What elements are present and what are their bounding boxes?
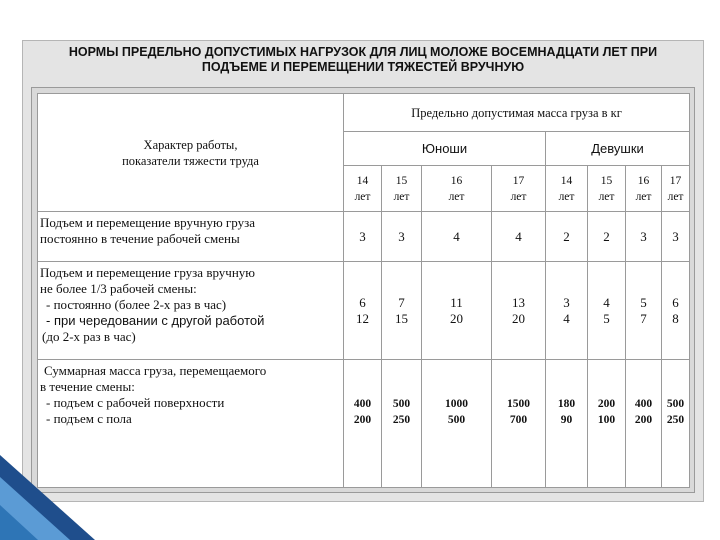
value-line: 13 xyxy=(512,294,525,310)
value-line: 6 xyxy=(359,294,366,310)
value-cell xyxy=(588,262,626,360)
age-number: 15 xyxy=(395,174,408,187)
value-line: 200 xyxy=(353,414,372,426)
value-line: 400 xyxy=(634,398,653,410)
value-cell xyxy=(492,262,546,360)
age-header xyxy=(626,166,662,212)
value-cell: 4 xyxy=(492,212,546,262)
description-line: - при чередовании с другой работой xyxy=(46,313,265,328)
value-line: 4 xyxy=(603,294,610,310)
age-unit: лет xyxy=(448,190,465,203)
value-line: 15 xyxy=(395,310,408,326)
max-mass-header: Предельно допустимая масса груза в кг xyxy=(344,94,690,132)
age-header xyxy=(492,166,546,212)
value-cell: 3 xyxy=(626,212,662,262)
value-line: 500 xyxy=(666,398,685,410)
page-title xyxy=(23,45,703,75)
description-line: Подъем и перемещение груза вручную xyxy=(40,265,256,280)
value-line: 5 xyxy=(603,310,610,326)
value-line: 8 xyxy=(672,310,679,326)
value-cell xyxy=(546,360,588,488)
value-line: 400 xyxy=(353,398,372,410)
value-cell xyxy=(546,262,588,360)
value-line: 3 xyxy=(563,294,570,310)
value-cell xyxy=(422,262,492,360)
table-row xyxy=(38,262,690,360)
value-cell xyxy=(422,360,492,488)
description-line: постоянно в течение рабочей смены xyxy=(40,231,240,246)
work-character-line-2: показатели тяжести труда xyxy=(122,153,259,168)
value-cell: 3 xyxy=(344,212,382,262)
work-character-line-1: Характер работы, xyxy=(143,137,238,152)
value-cell xyxy=(662,360,690,488)
value-line: 4 xyxy=(563,310,570,326)
description-line: - подъем с пола xyxy=(46,411,132,426)
value-line: 700 xyxy=(509,414,528,426)
work-character-header xyxy=(38,94,344,212)
age-unit: лет xyxy=(393,190,410,203)
age-unit: лет xyxy=(354,190,371,203)
value-cell xyxy=(344,360,382,488)
value-line: 90 xyxy=(560,414,573,426)
table-row xyxy=(38,360,690,488)
value-cell xyxy=(626,360,662,488)
value-line: 5 xyxy=(640,294,647,310)
value-cell xyxy=(588,360,626,488)
value-line: 11 xyxy=(450,294,463,310)
value-line: 100 xyxy=(597,414,616,426)
description-line: - постоянно (более 2-х раз в час) xyxy=(46,297,227,312)
value-cell xyxy=(492,360,546,488)
table-row xyxy=(38,212,690,262)
value-line: 20 xyxy=(450,310,463,326)
value-line: 1500 xyxy=(507,398,530,410)
value-line: 6 xyxy=(672,294,679,310)
load-norms-table xyxy=(37,93,690,488)
value-line: 7 xyxy=(640,310,647,326)
age-number: 14 xyxy=(356,174,369,187)
age-number: 16 xyxy=(450,174,463,187)
description-line: Суммарная масса груза, перемещаемого xyxy=(44,363,267,378)
row-description xyxy=(38,212,344,262)
age-number: 15 xyxy=(600,174,613,187)
age-unit: лет xyxy=(635,190,652,203)
age-header xyxy=(588,166,626,212)
value-line: 1000 xyxy=(445,398,468,410)
age-unit: лет xyxy=(558,190,575,203)
value-cell: 3 xyxy=(382,212,422,262)
table-panel xyxy=(31,87,695,493)
value-cell xyxy=(344,262,382,360)
value-line: 7 xyxy=(398,294,405,310)
age-header xyxy=(344,166,382,212)
slide xyxy=(22,40,704,502)
description-line: - подъем с рабочей поверхности xyxy=(46,395,225,410)
description-line: (до 2-х раз в час) xyxy=(42,329,136,344)
age-number: 14 xyxy=(560,174,573,187)
age-header xyxy=(546,166,588,212)
girls-header: Девушки xyxy=(546,132,690,166)
row-description xyxy=(38,262,344,360)
value-cell xyxy=(382,262,422,360)
title-line-1: НОРМЫ ПРЕДЕЛЬНО ДОПУСТИМЫХ НАГРУЗОК ДЛЯ ЛИЦ МОЛОЖЕ ВОСЕМНАДЦАТИ ЛЕТ ПРИ xyxy=(68,45,658,59)
age-header xyxy=(382,166,422,212)
age-number: 17 xyxy=(512,174,525,187)
value-line: 12 xyxy=(356,310,369,326)
value-cell: 2 xyxy=(588,212,626,262)
age-header xyxy=(422,166,492,212)
age-number: 16 xyxy=(637,174,650,187)
corner-decoration xyxy=(0,455,95,540)
value-cell: 3 xyxy=(662,212,690,262)
value-line: 200 xyxy=(597,398,616,410)
age-unit: лет xyxy=(510,190,527,203)
value-cell: 4 xyxy=(422,212,492,262)
description-line: в течение смены: xyxy=(40,379,135,394)
title-line-2: ПОДЪЕМЕ И ПЕРЕМЕЩЕНИИ ТЯЖЕСТЕЙ ВРУЧНУЮ xyxy=(201,60,525,74)
age-unit: лет xyxy=(667,190,684,203)
age-unit: лет xyxy=(598,190,615,203)
description-line: Подъем и перемещение вручную груза xyxy=(40,215,256,230)
value-line: 250 xyxy=(666,414,685,426)
value-cell xyxy=(626,262,662,360)
value-line: 20 xyxy=(512,310,525,326)
value-line: 180 xyxy=(557,398,576,410)
value-cell xyxy=(382,360,422,488)
description-line: не более 1/3 рабочей смены: xyxy=(40,281,197,296)
value-line: 500 xyxy=(447,414,466,426)
age-header xyxy=(662,166,690,212)
value-cell xyxy=(662,262,690,360)
age-number: 17 xyxy=(669,174,682,187)
value-line: 250 xyxy=(392,414,411,426)
boys-header: Юноши xyxy=(344,132,546,166)
value-line: 500 xyxy=(392,398,411,410)
value-line: 200 xyxy=(634,414,653,426)
value-cell: 2 xyxy=(546,212,588,262)
